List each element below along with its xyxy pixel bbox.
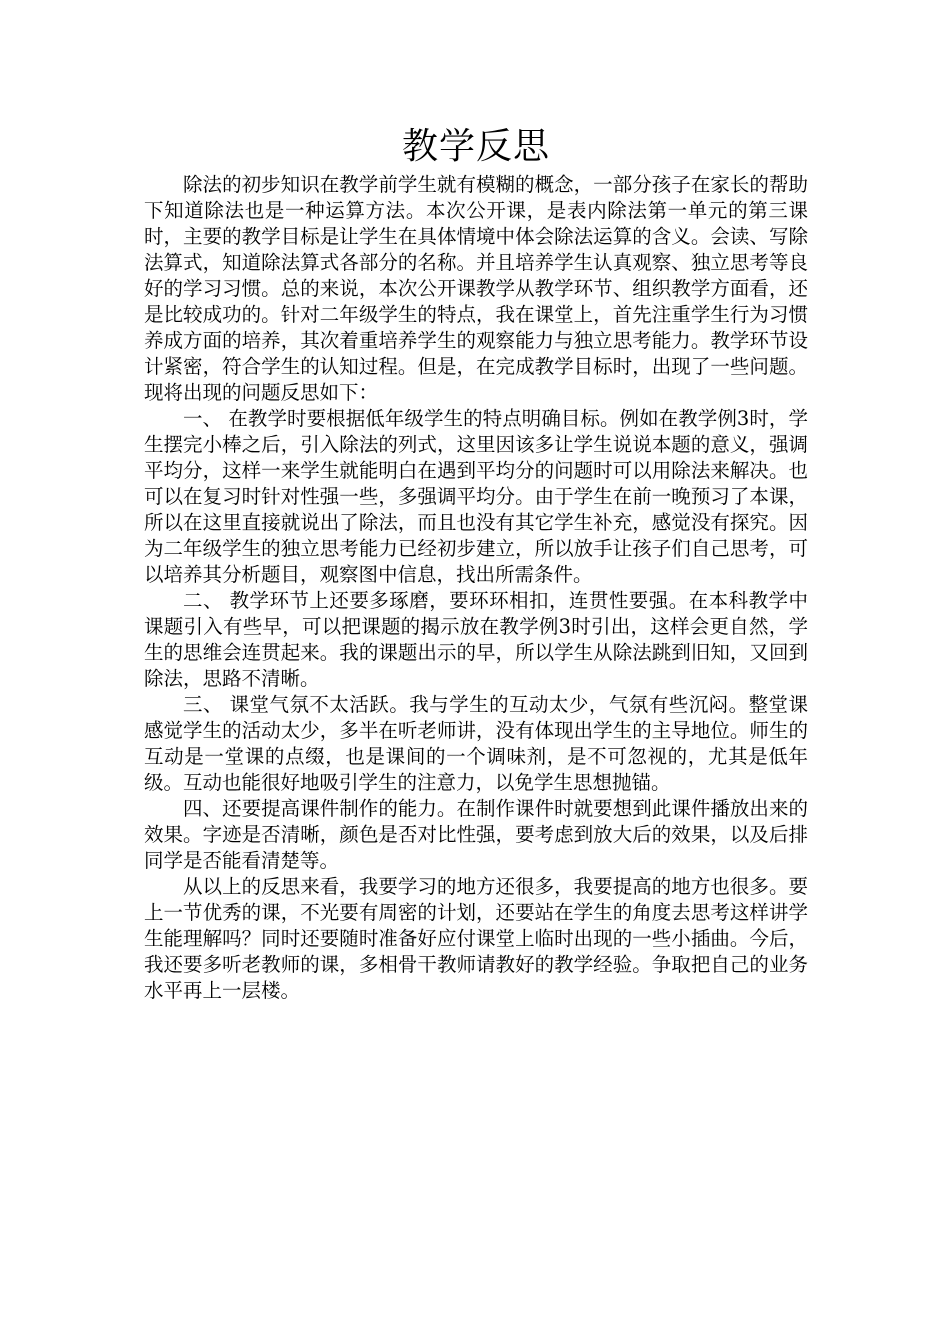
paragraph-point-four: 四、还要提高课件制作的能力。在制作课件时就要想到此课件播放出来的效果。字迹是否清晰，颜色是否对比性强，要考虑到放大后的效果，以及后排同学是否能看清楚等。: [144, 797, 808, 872]
document-title: 教学反思: [401, 126, 550, 167]
paragraph-point-two: 二、 教学环节上还要多琢磨，要环环相扣，连贯性要强。在本科教学中课题引入有些早，可以把课题的揭示放在教学例3时引出，这样会更自然，学生的思维会连贯起来。我的课题出示的早，所以学生从除法跳到旧知，又回到除法，思路不清晰。: [144, 589, 808, 690]
paragraph-point-three: 三、 课堂气氛不太活跃。我与学生的互动太少，气氛有些沉闷。整堂课感觉学生的活动太少，多半在听老师讲，没有体现出学生的主导地位。师生的互动是一堂课的点缀，也是课间的一个调味剂，是不可忽视的，尤其是低年级。互动也能很好地吸引学生的注意力，以免学生思想抛锚。: [144, 693, 808, 794]
paragraph-intro: 除法的初步知识在教学前学生就有模糊的概念，一部分孩子在家长的帮助下知道除法也是一种运算方法。本次公开课，是表内除法第一单元的第三课时，主要的教学目标是让学生在具体情境中体会除法运算的含义。会读、写除法算式，知道除法算式各部分的名称。并且培养学生认真观察、独立思考等良好的学习习惯。总的来说，本次公开课教学从教学环节、组织教学方面看，还是比较成功的。针对二年级学生的特点，我在课堂上，首先注重学生行为习惯养成方面的培养，其次着重培养学生的观察能力与独立思考能力。教学环节设计紧密，符合学生的认知过程。但是，在完成教学目标时，出现了一些问题。现将出现的问题反思如下：: [144, 173, 808, 404]
document-body: [144, 122, 808, 1004]
paragraph-conclusion: 从以上的反思来看，我要学习的地方还很多，我要提高的地方也很多。要上一节优秀的课，不光要有周密的计划，还要站在学生的角度去思考这样讲学生能理解吗？同时还要随时准备好应付课堂上临时出现的一些小插曲。今后，我还要多听老教师的课，多相骨干教师请教好的教学经验。争取把自己的业务水平再上一层楼。: [144, 875, 808, 1002]
paragraph-point-one: 一、 在教学时要根据低年级学生的特点明确目标。例如在教学例3时，学生摆完小棒之后，引入除法的列式，这里因该多让学生说说本题的意义，强调平均分，这样一来学生就能明白在遇到平均分的问题时可以用除法来解决。也可以在复习时针对性强一些，多强调平均分。由于学生在前一晚预习了本课，所以在这里直接就说出了除法，而且也没有其它学生补充，感觉没有探究。因为二年级学生的独立思考能力已经初步建立，所以放手让孩子们自己思考，可以培养其分析题目，观察图中信息，找出所需条件。: [144, 407, 808, 586]
